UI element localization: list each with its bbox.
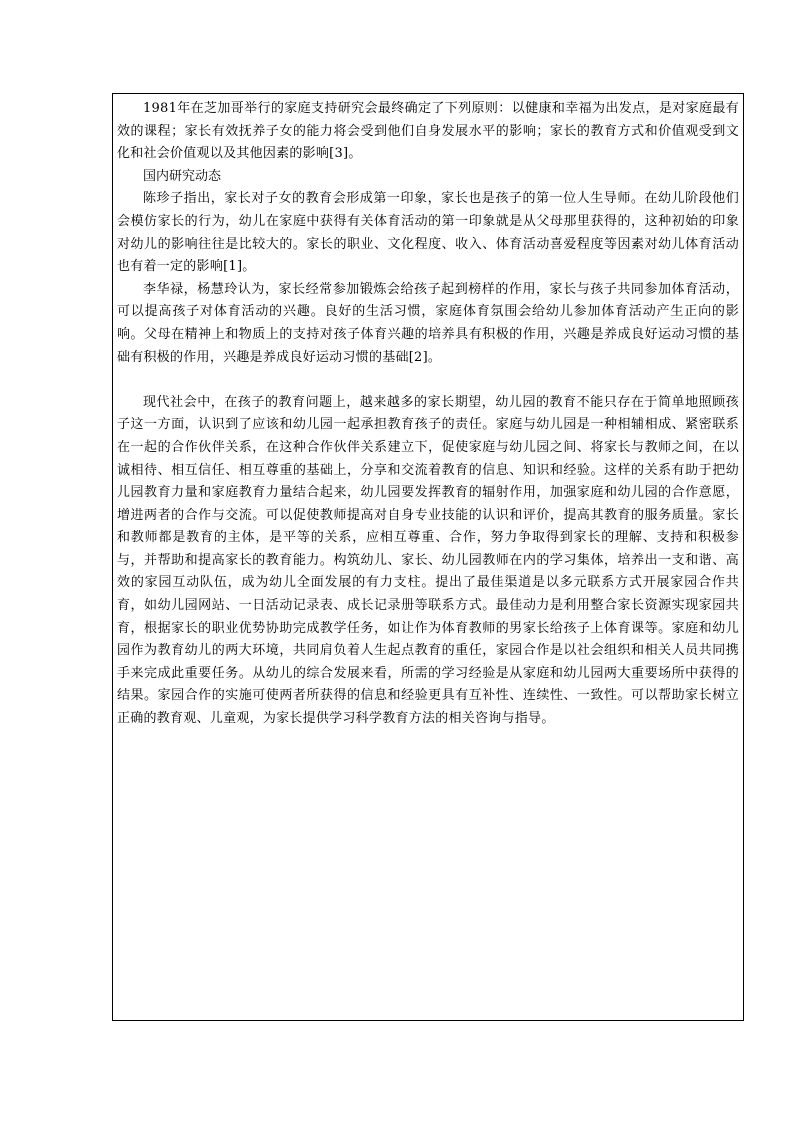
section-heading-domestic-research: 国内研究动态 <box>143 168 222 184</box>
paragraph-li-hualu: 李华禄，杨慧玲认为，家长经常参加锻炼会给孩子起到榜样的作用，家长与孩子共同参加体育活动，可以提高孩子对体育活动的兴趣。良好的生活习惯，家庭体育氛围会给幼儿参加体育活动产生正向的影响。父母在精神上和物质上的支持对孩子体育兴趣的培养具有积极的作用，兴趣是养成良好运动习惯的基础有积极的作用，兴趣是养成良好运动习惯的基础[2]。 <box>117 281 739 365</box>
paragraph-chen-zhenzi: 陈珍子指出，家长对子女的教育会形成第一印象，家长也是孩子的第一位人生导师。在幼儿阶段他们会模仿家长的行为，幼儿在家庭中获得有关体育活动的第一印象就是从父母那里获得的，这种初始的印象对幼儿的影响往往是比较大的。家长的职业、文化程度、收入、体育活动喜爱程度等因素对幼儿体育活动也有着一定的影响[1]。 <box>117 191 739 275</box>
document-frame <box>112 93 744 1021</box>
paragraph-family-support-principles: 1981年在芝加哥举行的家庭支持研究会最终确定了下列原则：以健康和幸福为出发点，是对家庭最有效的课程；家长有效抚养子女的能力将会受到他们自身发展水平的影响；家长的教育方式和价值观受到文化和社会价值观以及其他因素的影响[3]。 <box>117 101 739 162</box>
paragraph-spacer <box>117 369 739 392</box>
paragraph-home-school-cooperation: 现代社会中，在孩子的教育问题上，越来越多的家长期望，幼儿园的教育不能只存在于简单地照顾孩子这一方面，认识到了应该和幼儿园一起承担教育孩子的责任。家庭与幼儿园是一种相辅相成、紧密联系在一起的合作伙伴关系，在这种合作伙伴关系建立下，促使家庭与幼儿园之间、将家长与教师之间，在以诚相待、相互信任、相互尊重的基础上，分享和交流着教育的信息、知识和经验。这样的关系有助于把幼儿园教育力量和家庭教育力量结合起来，幼儿园要发挥教育的辐射作用，加强家庭和幼儿园的合作意愿，增进两者的合作与交流。可以促使教师提高对自身专业技能的认识和评价，提高其教育的服务质量。家长和教师都是教育的主体，是平等的关系，应相互尊重、合作，努力争取得到家长的理解、支持和积极参与，并帮助和提高家长的教育能力。构筑幼儿、家长、幼儿园教师在内的学习集体，培养出一支和谐、高效的家园互动队伍，成为幼儿全面发展的有力支柱。提出了最佳渠道是以多元联系方式开展家园合作共育，如幼儿园网站、一日活动记录表、成长记录册等联系方式。最佳动力是利用整合家长资源实现家园共育，根据家长的职业优势协助完成教学任务，如让作为体育教师的男家长给孩子上体育课等。家庭和幼儿园作为教育幼儿的两大环境，共同肩负着人生起点教育的重任，家园合作是以社会组织和相关人员共同携手来完成此重要任务。从幼儿的综合发展来看，所需的学习经验是从家庭和幼儿园两大重要场所中获得的结果。家园合作的实施可使两者所获得的信息和经验更具有互补性、连续性、一致性。可以帮助家长树立正确的教育观、儿童观，为家长提供学习科学教育方法的相关咨询与指导。 <box>117 394 739 727</box>
